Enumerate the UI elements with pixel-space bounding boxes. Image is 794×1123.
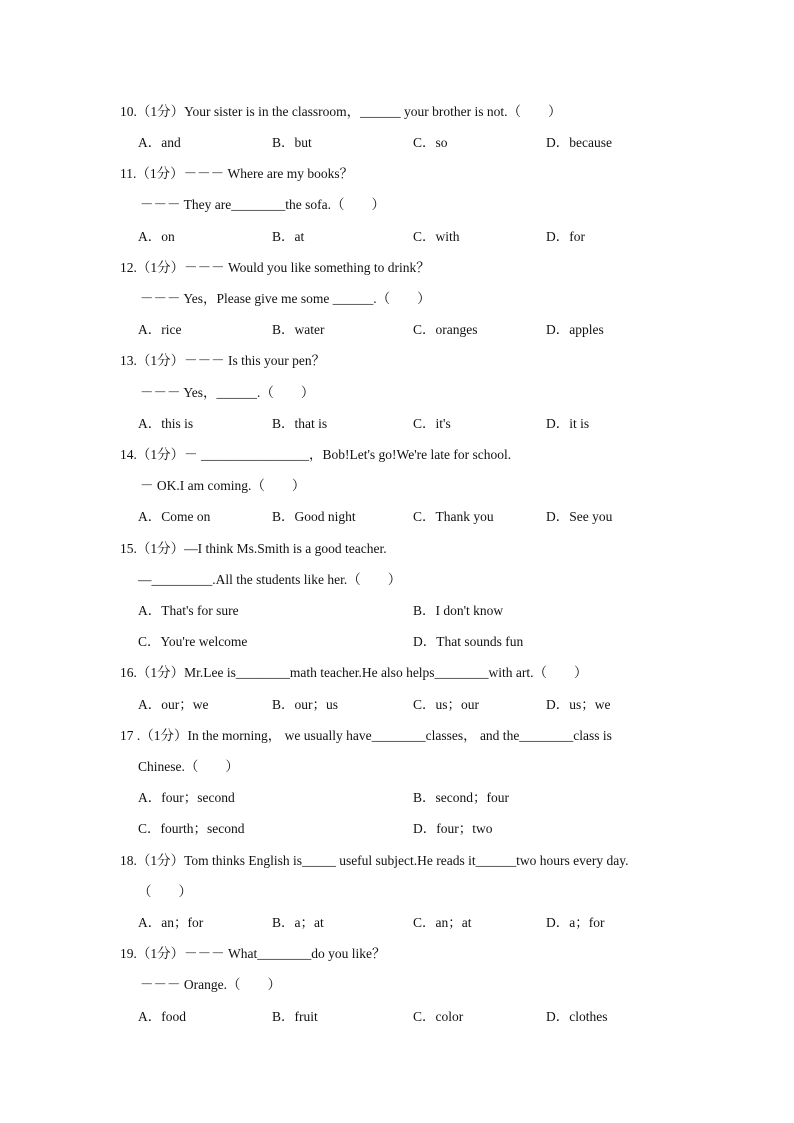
question-14-stem: 14.（1分）－ ________________，Bob!Let's go!We're late for school. [120, 447, 512, 462]
q12-option-d[interactable]: D．apples [546, 322, 604, 337]
question-13-answer-line: －－－ Yes，______.（ ） [140, 385, 315, 400]
question-19-answer-line: －－－ Orange.（ ） [140, 977, 281, 992]
q12-option-a[interactable]: A．rice [138, 322, 182, 337]
question-10-stem: 10.（1分）Your sister is in the classroom，______ your brother is not.（ ） [120, 104, 562, 119]
q12-option-c[interactable]: C．oranges [413, 322, 478, 337]
question-12-answer-line: －－－ Yes，Please give me some ______.（ ） [140, 291, 431, 306]
q15-option-c[interactable]: C．You're welcome [138, 634, 248, 649]
question-11-answer-line: －－－ They are________the sofa.（ ） [140, 197, 385, 212]
q16-option-d[interactable]: D．us；we [546, 697, 611, 712]
q10-option-b[interactable]: B．but [272, 135, 312, 150]
q11-option-d[interactable]: D．for [546, 229, 585, 244]
q18-option-d[interactable]: D．a；for [546, 915, 605, 930]
q14-option-c[interactable]: C．Thank you [413, 509, 494, 524]
q19-option-c[interactable]: C．color [413, 1009, 464, 1024]
q19-option-b[interactable]: B．fruit [272, 1009, 318, 1024]
q13-option-d[interactable]: D．it is [546, 416, 590, 431]
question-18-stem: 18.（1分）Tom thinks English is_____ useful subject.He reads it______two hours every day. [120, 853, 629, 868]
question-12-stem: 12.（1分）－－－ Would you like something to drink？ [120, 260, 430, 275]
question-18-stem-continued: （ ） [138, 884, 192, 899]
q13-option-b[interactable]: B．that is [272, 416, 328, 431]
q17-option-b[interactable]: B．second；four [413, 790, 509, 805]
question-17-stem-continued: Chinese.（ ） [138, 759, 239, 774]
q17-option-c[interactable]: C．fourth；second [138, 821, 245, 836]
q18-option-c[interactable]: C．an；at [413, 915, 472, 930]
q10-option-d[interactable]: D．because [546, 135, 612, 150]
question-13-stem: 13.（1分）－－－ Is this your pen？ [120, 353, 326, 368]
q10-option-c[interactable]: C．so [413, 135, 448, 150]
q15-option-a[interactable]: A．That's for sure [138, 603, 239, 618]
q13-option-c[interactable]: C．it's [413, 416, 451, 431]
q17-option-d[interactable]: D．four；two [413, 821, 493, 836]
q10-option-a[interactable]: A．and [138, 135, 181, 150]
q11-option-a[interactable]: A．on [138, 229, 175, 244]
q18-option-b[interactable]: B．a；at [272, 915, 324, 930]
q19-option-a[interactable]: A．food [138, 1009, 186, 1024]
q15-option-b[interactable]: B．I don't know [413, 603, 504, 618]
question-16-stem: 16.（1分）Mr.Lee is________math teacher.He also helps________with art.（ ） [120, 665, 588, 680]
q14-option-d[interactable]: D．See you [546, 509, 613, 524]
question-17-stem: 17 .（1分）In the morning， we usually have________classes， and the________class is [120, 728, 612, 743]
q18-option-a[interactable]: A．an；for [138, 915, 204, 930]
q11-option-c[interactable]: C．with [413, 229, 460, 244]
q14-option-b[interactable]: B．Good night [272, 509, 356, 524]
q11-option-b[interactable]: B．at [272, 229, 305, 244]
q14-option-a[interactable]: A．Come on [138, 509, 211, 524]
q15-option-d[interactable]: D．That sounds fun [413, 634, 524, 649]
q17-option-a[interactable]: A．four；second [138, 790, 235, 805]
q12-option-b[interactable]: B．water [272, 322, 325, 337]
question-15-answer-line: —_________.All the students like her.（ ） [138, 572, 402, 587]
q13-option-a[interactable]: A．this is [138, 416, 194, 431]
q16-option-a[interactable]: A．our；we [138, 697, 209, 712]
question-19-stem: 19.（1分）－－－ What________do you like？ [120, 946, 386, 961]
question-11-stem: 11.（1分）－－－ Where are my books？ [120, 166, 354, 181]
q16-option-c[interactable]: C．us；our [413, 697, 480, 712]
q16-option-b[interactable]: B．our；us [272, 697, 339, 712]
q19-option-d[interactable]: D．clothes [546, 1009, 608, 1024]
question-15-stem: 15.（1分）—I think Ms.Smith is a good teacher. [120, 541, 387, 556]
question-14-answer-line: － OK.I am coming.（ ） [140, 478, 306, 493]
